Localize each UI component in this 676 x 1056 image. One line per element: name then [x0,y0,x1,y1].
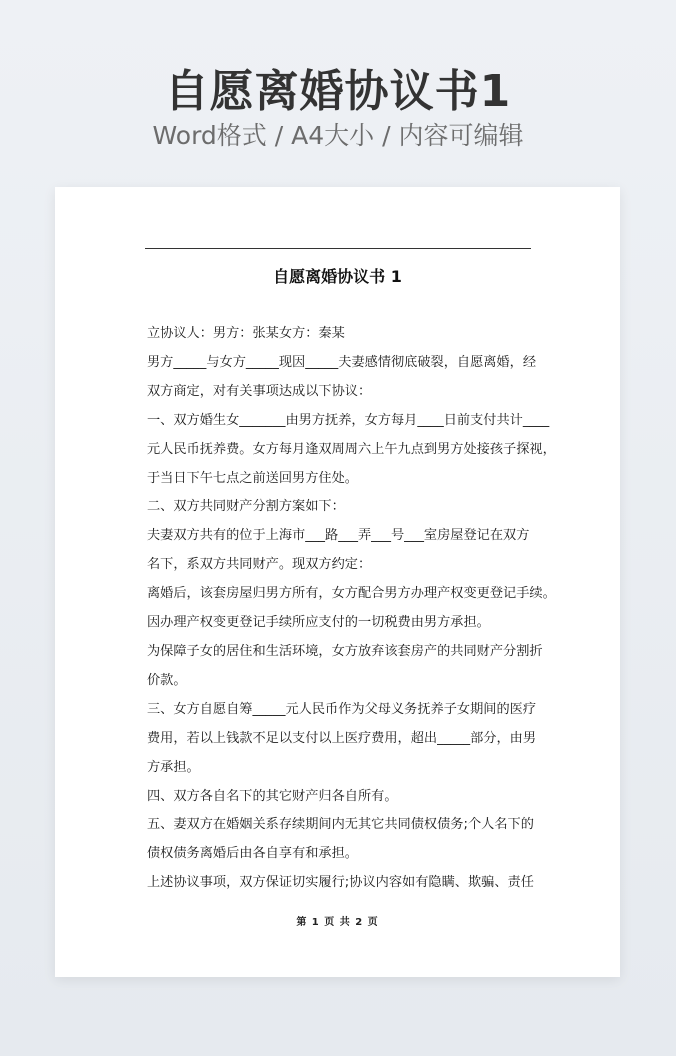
body-line: 二、双方共同财产分割方案如下： [147,499,345,515]
body-line: 立协议人：男方：张某女方：秦某 [147,326,345,341]
body-line: 离婚后，该套房屋归男方所有，女方配合男方办理产权变更登记手续。 [147,586,556,602]
body-line: 费用，若以上钱款不足以支付以上医疗费用，超出_____部分，由男 [147,730,537,746]
page-number: 第 1 页 共 2 页 [296,917,379,928]
body-line: 于当日下午七点之前送回男方住处。 [147,470,358,486]
document-body [147,320,556,898]
body-line: 方承担。 [147,759,200,775]
body-line: 因办理产权变更登记手续所应支付的一切税费由男方承担。 [147,615,490,631]
body-line: 双方商定，对有关事项达成以下协议： [147,383,372,399]
body-line: 名下，系双方共同财产。现双方约定： [147,557,372,573]
body-line: 债权债务离婚后由各自享有和承担。 [147,846,358,862]
banner-subtitle: Word格式 / A4大小 / 内容可编辑 [152,121,524,150]
body-line: 元人民币抚养费。女方每月逢双周周六上午九点到男方处接孩子探视， [147,441,556,457]
body-line: 价款。 [147,672,187,688]
body-line: 三、女方自愿自筹_____元人民币作为父母义务抚养子女期间的医疗 [147,701,537,717]
banner-title: 自愿离婚协议书1 [164,66,512,117]
body-line: 为保障子女的居住和生活环境，女方放弃该套房产的共同财产分割折 [147,643,543,659]
document-title: 自愿离婚协议书 1 [273,267,402,286]
body-line: 一、双方婚生女_______由男方抚养，女方每月____日前支付共计____ [147,412,550,428]
body-line: 男方_____与女方_____现因_____夫妻感情彻底破裂，自愿离婚，经 [147,354,537,370]
body-line: 五、妻双方在婚姻关系存续期间内无其它共同债权债务;个人名下的 [147,817,534,833]
header-rule [145,248,531,249]
document-page [55,187,620,977]
body-line: 夫妻双方共有的位于上海市___路___弄___号___室房屋登记在双方 [147,528,530,544]
body-line: 四、双方各自名下的其它财产归各自所有。 [147,788,398,804]
body-line: 上述协议事项，双方保证切实履行;协议内容如有隐瞒、欺骗、责任 [147,875,534,891]
